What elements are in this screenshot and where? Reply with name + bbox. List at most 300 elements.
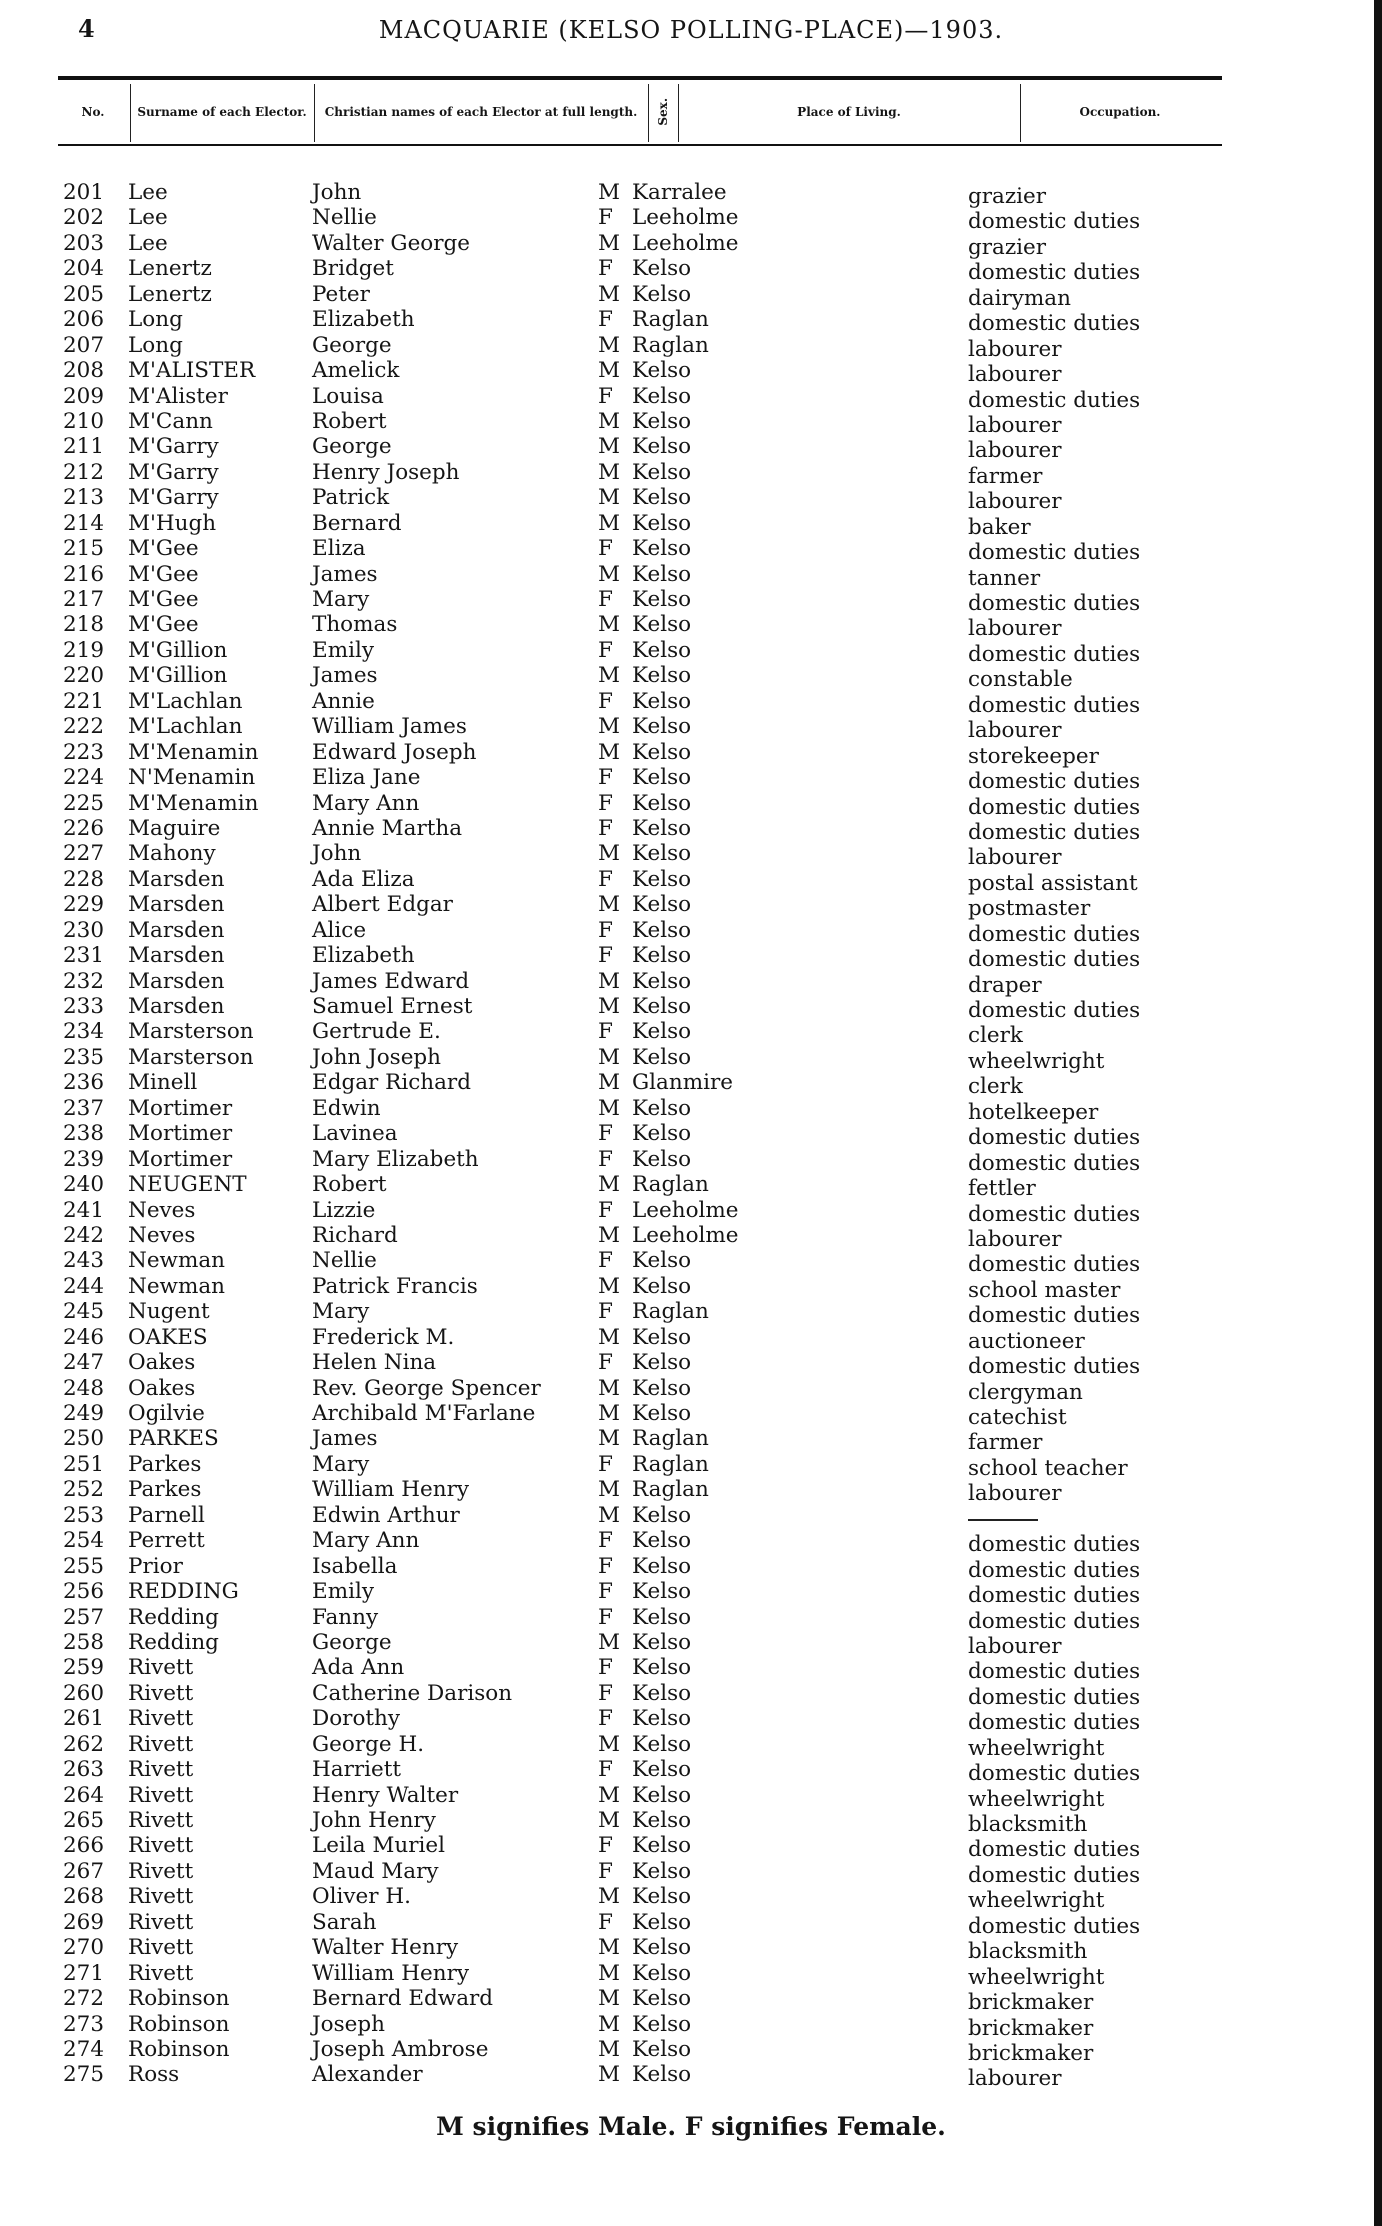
- elector-sex: F: [598, 1299, 613, 1325]
- elector-place: Kelso: [632, 1604, 692, 1630]
- elector-occupation: domestic duties: [968, 1303, 1141, 1329]
- elector-christian-names: Henry Joseph: [312, 459, 460, 485]
- table-row: [0, 510, 1382, 540]
- elector-sex: F: [598, 917, 613, 943]
- table-row: [0, 459, 1382, 489]
- elector-occupation: wheelwright: [968, 1048, 1105, 1074]
- elector-christian-names: Robert: [312, 408, 387, 434]
- elector-christian-names: Nellie: [312, 1248, 377, 1274]
- elector-christian-names: Samuel Ernest: [312, 994, 473, 1019]
- table-row: [0, 1019, 1382, 1049]
- elector-sex: F: [598, 815, 613, 841]
- elector-occupation: domestic duties: [968, 641, 1141, 667]
- elector-number: 207: [63, 332, 105, 358]
- elector-occupation: domestic duties: [968, 947, 1141, 973]
- elector-occupation: domestic duties: [968, 387, 1141, 413]
- elector-place: Kelso: [632, 1095, 692, 1121]
- elector-place: Kelso: [632, 1731, 692, 1757]
- elector-sex: F: [598, 1451, 613, 1477]
- elector-place: Kelso: [632, 536, 692, 562]
- elector-occupation: domestic duties: [968, 769, 1141, 795]
- elector-number: 245: [63, 1299, 105, 1325]
- header-occupation: Occupation.: [1079, 105, 1161, 119]
- elector-christian-names: Mary: [312, 1451, 370, 1477]
- elector-occupation: domestic duties: [968, 1608, 1141, 1634]
- table-row: [0, 256, 1382, 286]
- elector-place: Kelso: [632, 1680, 692, 1706]
- elector-occupation: catechist: [968, 1405, 1067, 1430]
- elector-occupation: postmaster: [968, 896, 1091, 922]
- elector-christian-names: Albert Edgar: [312, 892, 453, 918]
- elector-sex: F: [598, 1655, 613, 1681]
- elector-place: Kelso: [632, 434, 692, 460]
- elector-christian-names: Frederick M.: [312, 1324, 455, 1350]
- elector-occupation: labourer: [968, 845, 1062, 871]
- elector-surname: Nugent: [128, 1299, 210, 1325]
- blank-occupation-line: [968, 1519, 1038, 1521]
- elector-place: Kelso: [632, 459, 692, 485]
- elector-sex: F: [598, 688, 613, 714]
- elector-occupation: labourer: [968, 438, 1062, 464]
- elector-sex: M: [598, 459, 621, 485]
- electors-table: [0, 180, 1382, 2092]
- elector-number: 253: [63, 1502, 105, 1528]
- elector-christian-names: John Henry: [312, 1808, 436, 1833]
- table-row: [0, 536, 1382, 566]
- elector-sex: F: [598, 790, 613, 816]
- elector-sex: M: [598, 2036, 621, 2062]
- elector-surname: Parkes: [128, 1451, 202, 1477]
- elector-christian-names: Lavinea: [312, 1121, 398, 1147]
- elector-surname: M'Lachlan: [128, 688, 243, 714]
- elector-number: 272: [63, 1986, 105, 2012]
- elector-place: Kelso: [632, 968, 692, 994]
- elector-christian-names: James: [312, 1426, 378, 1452]
- elector-christian-names: Joseph Ambrose: [312, 2036, 489, 2062]
- elector-christian-names: Bernard Edward: [312, 1986, 494, 2012]
- elector-christian-names: Eliza Jane: [312, 765, 421, 791]
- header-divider: [314, 84, 315, 142]
- elector-sex: M: [598, 180, 621, 205]
- elector-sex: M: [598, 1095, 621, 1121]
- elector-sex: M: [598, 1375, 621, 1401]
- elector-surname: Ogilvie: [128, 1401, 205, 1426]
- elector-number: 202: [63, 205, 105, 231]
- elector-number: 267: [63, 1858, 105, 1884]
- elector-christian-names: Leila Muriel: [312, 1833, 446, 1859]
- header-sex-label: Sex.: [656, 98, 670, 126]
- table-row: [0, 1401, 1382, 1430]
- elector-occupation: domestic duties: [968, 1354, 1141, 1380]
- elector-place: Kelso: [632, 2036, 692, 2062]
- elector-place: Leeholme: [632, 1222, 739, 1248]
- elector-surname: M'Gee: [128, 587, 199, 612]
- elector-occupation: school teacher: [968, 1455, 1128, 1481]
- table-row: [0, 1121, 1382, 1151]
- elector-number: 226: [63, 815, 105, 841]
- table-row: [0, 917, 1382, 947]
- elector-number: 220: [63, 663, 105, 689]
- table-row: [0, 1706, 1382, 1736]
- elector-sex: M: [598, 1731, 621, 1757]
- table-row: [0, 765, 1382, 795]
- elector-surname: Redding: [128, 1629, 219, 1655]
- elector-occupation: domestic duties: [968, 1862, 1141, 1888]
- elector-surname: M'Gillion: [128, 663, 228, 689]
- elector-surname: M'Gee: [128, 561, 199, 587]
- elector-surname: Prior: [128, 1553, 183, 1579]
- elector-sex: F: [598, 1706, 613, 1732]
- elector-surname: M'Lachlan: [128, 714, 243, 740]
- elector-number: 234: [63, 1019, 105, 1045]
- table-row: [0, 968, 1382, 998]
- elector-sex: F: [598, 637, 613, 663]
- table-row: [0, 1935, 1382, 1965]
- elector-surname: M'Garry: [128, 485, 219, 511]
- elector-number: 266: [63, 1833, 105, 1859]
- table-row: [0, 383, 1382, 413]
- elector-occupation: domestic duties: [968, 692, 1141, 718]
- elector-number: 225: [63, 790, 105, 816]
- table-row: [0, 1146, 1382, 1176]
- elector-sex: M: [598, 612, 621, 638]
- elector-occupation: clergyman: [968, 1379, 1083, 1405]
- elector-surname: Rivett: [128, 1808, 194, 1833]
- elector-sex: M: [598, 1629, 621, 1655]
- elector-number: 260: [63, 1680, 105, 1706]
- elector-sex: M: [598, 358, 621, 384]
- elector-surname: Marsden: [128, 866, 225, 892]
- elector-number: 249: [63, 1401, 105, 1426]
- elector-number: 242: [63, 1222, 105, 1248]
- elector-occupation: domestic duties: [968, 1710, 1141, 1736]
- table-row: [0, 1808, 1382, 1837]
- elector-place: Kelso: [632, 688, 692, 714]
- elector-christian-names: Edward Joseph: [312, 739, 477, 765]
- elector-occupation: grazier: [968, 234, 1047, 260]
- elector-place: Kelso: [632, 1528, 692, 1554]
- elector-sex: F: [598, 205, 613, 231]
- elector-christian-names: Emily: [312, 1579, 374, 1605]
- elector-sex: M: [598, 561, 621, 587]
- elector-christian-names: Alexander: [312, 2062, 423, 2088]
- elector-occupation: wheelwright: [968, 1786, 1105, 1812]
- elector-christian-names: Mary Elizabeth: [312, 1146, 479, 1172]
- elector-christian-names: John: [312, 841, 362, 867]
- elector-surname: Lee: [128, 180, 168, 205]
- elector-surname: N'Menamin: [128, 765, 256, 791]
- elector-number: 230: [63, 917, 105, 943]
- elector-christian-names: Ada Ann: [312, 1655, 405, 1681]
- elector-occupation: labourer: [968, 1481, 1062, 1507]
- page-title: MACQUARIE (KELSO POLLING-PLACE)—1903.: [378, 16, 1004, 44]
- header-bottom-rule: [58, 144, 1222, 146]
- elector-number: 203: [63, 230, 105, 256]
- table-row: [0, 790, 1382, 820]
- elector-place: Kelso: [632, 1146, 692, 1172]
- table-row: [0, 307, 1382, 337]
- elector-number: 269: [63, 1909, 105, 1935]
- elector-occupation: domestic duties: [968, 794, 1141, 820]
- table-row: [0, 1909, 1382, 1939]
- table-row: [0, 739, 1382, 769]
- elector-surname: Rivett: [128, 1884, 194, 1910]
- table-row: [0, 1655, 1382, 1685]
- elector-surname: M'Garry: [128, 459, 219, 485]
- elector-place: Kelso: [632, 1960, 692, 1986]
- elector-sex: M: [598, 663, 621, 689]
- elector-occupation: fettler: [968, 1176, 1036, 1202]
- header-divider: [130, 84, 131, 142]
- elector-occupation: domestic duties: [968, 209, 1141, 235]
- elector-surname: Mortimer: [128, 1121, 233, 1147]
- table-row: [0, 1273, 1382, 1303]
- elector-place: Leeholme: [632, 230, 739, 256]
- table-row: [0, 1426, 1382, 1456]
- elector-occupation: labourer: [968, 1633, 1062, 1659]
- elector-surname: Marsden: [128, 943, 225, 969]
- elector-place: Kelso: [632, 1350, 692, 1376]
- elector-number: 205: [63, 281, 105, 307]
- elector-place: Kelso: [632, 510, 692, 536]
- elector-number: 274: [63, 2036, 105, 2062]
- table-row: [0, 1503, 1382, 1528]
- elector-sex: M: [598, 1935, 621, 1961]
- elector-christian-names: Mary Ann: [312, 790, 420, 816]
- elector-occupation: labourer: [968, 336, 1062, 362]
- elector-place: Kelso: [632, 1553, 692, 1579]
- elector-sex: M: [598, 1477, 621, 1503]
- elector-sex: F: [598, 1121, 613, 1147]
- elector-christian-names: William Henry: [312, 1960, 470, 1986]
- elector-christian-names: Sarah: [312, 1909, 377, 1935]
- elector-number: 244: [63, 1273, 105, 1299]
- elector-surname: Lenertz: [128, 281, 212, 307]
- elector-surname: REDDING: [128, 1579, 239, 1605]
- elector-christian-names: Elizabeth: [312, 943, 415, 969]
- elector-occupation: labourer: [968, 412, 1062, 438]
- elector-place: Kelso: [632, 1757, 692, 1783]
- elector-occupation: domestic duties: [968, 921, 1141, 947]
- elector-sex: M: [598, 230, 621, 256]
- elector-occupation: clerk: [968, 1023, 1023, 1049]
- elector-number: 265: [63, 1808, 105, 1833]
- elector-christian-names: Amelick: [312, 358, 400, 384]
- elector-number: 252: [63, 1477, 105, 1503]
- table-row: [0, 485, 1382, 515]
- table-row: [0, 1248, 1382, 1278]
- elector-surname: Marsterson: [128, 1044, 254, 1070]
- elector-christian-names: Bridget: [312, 256, 394, 282]
- elector-sex: F: [598, 1019, 613, 1045]
- elector-surname: Rivett: [128, 1680, 194, 1706]
- elector-place: Kelso: [632, 739, 692, 765]
- elector-occupation: draper: [968, 972, 1042, 998]
- elector-place: Kelso: [632, 587, 692, 612]
- elector-place: Kelso: [632, 408, 692, 434]
- elector-surname: Oakes: [128, 1350, 196, 1376]
- elector-christian-names: Mary Ann: [312, 1528, 420, 1554]
- table-row: [0, 1070, 1382, 1100]
- elector-number: 210: [63, 408, 105, 434]
- table-row: [0, 1095, 1382, 1125]
- elector-surname: Parkes: [128, 1477, 202, 1503]
- elector-surname: Mahony: [128, 841, 216, 867]
- elector-occupation: farmer: [968, 1430, 1043, 1456]
- elector-sex: F: [598, 587, 613, 612]
- elector-christian-names: Louisa: [312, 383, 384, 409]
- table-row: [0, 1324, 1382, 1354]
- elector-surname: Neves: [128, 1197, 196, 1223]
- elector-occupation: brickmaker: [968, 2040, 1094, 2066]
- elector-surname: Rivett: [128, 1655, 194, 1681]
- elector-sex: F: [598, 1757, 613, 1783]
- elector-place: Kelso: [632, 383, 692, 409]
- elector-place: Kelso: [632, 612, 692, 638]
- elector-christian-names: Mary: [312, 587, 370, 612]
- elector-christian-names: George: [312, 434, 392, 460]
- elector-number: 223: [63, 739, 105, 765]
- elector-occupation: domestic duties: [968, 1684, 1141, 1710]
- elector-number: 224: [63, 765, 105, 791]
- elector-christian-names: Edwin Arthur: [312, 1502, 460, 1528]
- elector-place: Kelso: [632, 1986, 692, 2012]
- elector-place: Raglan: [632, 307, 709, 333]
- elector-occupation: tanner: [968, 565, 1041, 591]
- table-row: [0, 587, 1382, 616]
- elector-number: 240: [63, 1172, 105, 1198]
- elector-sex: M: [598, 1986, 621, 2012]
- table-row: [0, 1172, 1382, 1202]
- elector-place: Glanmire: [632, 1070, 733, 1096]
- elector-christian-names: Patrick Francis: [312, 1273, 478, 1299]
- elector-surname: M'Menamin: [128, 739, 259, 765]
- elector-surname: Oakes: [128, 1375, 196, 1401]
- elector-place: Raglan: [632, 1299, 709, 1325]
- table-row: [0, 1757, 1382, 1787]
- elector-number: 236: [63, 1070, 105, 1096]
- elector-sex: F: [598, 1909, 613, 1935]
- elector-place: Kelso: [632, 2062, 692, 2088]
- elector-christian-names: Lizzie: [312, 1197, 376, 1223]
- elector-sex: M: [598, 2011, 621, 2037]
- elector-occupation: blacksmith: [968, 1812, 1088, 1837]
- table-row: [0, 2062, 1382, 2092]
- elector-number: 233: [63, 994, 105, 1019]
- elector-place: Kelso: [632, 1884, 692, 1910]
- elector-sex: M: [598, 1960, 621, 1986]
- table-row: [0, 841, 1382, 871]
- elector-christian-names: Nellie: [312, 205, 377, 231]
- elector-christian-names: Maud Mary: [312, 1858, 439, 1884]
- elector-christian-names: John Joseph: [312, 1044, 442, 1070]
- elector-surname: Marsden: [128, 968, 225, 994]
- elector-number: 239: [63, 1146, 105, 1172]
- table-row: [0, 943, 1382, 973]
- elector-number: 221: [63, 688, 105, 714]
- elector-sex: M: [598, 968, 621, 994]
- elector-occupation: domestic duties: [968, 311, 1141, 337]
- elector-number: 254: [63, 1528, 105, 1554]
- elector-occupation: domestic duties: [968, 591, 1141, 616]
- elector-sex: F: [598, 536, 613, 562]
- elector-place: Kelso: [632, 1808, 692, 1833]
- elector-place: Kelso: [632, 943, 692, 969]
- elector-sex: M: [598, 1324, 621, 1350]
- elector-place: Kelso: [632, 1782, 692, 1808]
- table-row: [0, 892, 1382, 922]
- elector-surname: NEUGENT: [128, 1172, 247, 1198]
- elector-occupation: farmer: [968, 463, 1043, 489]
- elector-christian-names: William James: [312, 714, 467, 740]
- elector-place: Kelso: [632, 1629, 692, 1655]
- table-row: [0, 180, 1382, 209]
- elector-surname: Long: [128, 307, 183, 333]
- elector-occupation: school master: [968, 1277, 1121, 1303]
- elector-surname: Newman: [128, 1273, 225, 1299]
- elector-sex: M: [598, 1782, 621, 1808]
- elector-number: 247: [63, 1350, 105, 1376]
- elector-sex: F: [598, 1248, 613, 1274]
- elector-place: Kelso: [632, 1401, 692, 1426]
- elector-place: Kelso: [632, 1909, 692, 1935]
- elector-place: Kelso: [632, 256, 692, 282]
- elector-sex: M: [598, 510, 621, 536]
- elector-place: Leeholme: [632, 205, 739, 231]
- elector-place: Kelso: [632, 917, 692, 943]
- elector-surname: M'Menamin: [128, 790, 259, 816]
- elector-surname: Rivett: [128, 1935, 194, 1961]
- elector-place: Kelso: [632, 281, 692, 307]
- elector-place: Leeholme: [632, 1197, 739, 1223]
- elector-occupation: domestic duties: [968, 1583, 1141, 1609]
- elector-sex: F: [598, 1528, 613, 1554]
- elector-number: 259: [63, 1655, 105, 1681]
- elector-surname: Robinson: [128, 2036, 230, 2062]
- header-place: Place of Living.: [797, 105, 901, 119]
- elector-occupation: labourer: [968, 362, 1062, 388]
- elector-christian-names: George H.: [312, 1731, 425, 1757]
- elector-occupation: domestic duties: [968, 1761, 1141, 1787]
- table-row: [0, 866, 1382, 896]
- elector-number: 268: [63, 1884, 105, 1910]
- elector-christian-names: Walter Henry: [312, 1935, 459, 1961]
- elector-number: 258: [63, 1629, 105, 1655]
- elector-number: 275: [63, 2062, 105, 2088]
- elector-surname: Parnell: [128, 1502, 205, 1528]
- table-row: [0, 714, 1382, 744]
- table-row: [0, 1299, 1382, 1329]
- elector-sex: M: [598, 332, 621, 358]
- elector-place: Raglan: [632, 1477, 709, 1503]
- table-row: [0, 815, 1382, 845]
- elector-christian-names: James: [312, 561, 378, 587]
- elector-sex: M: [598, 281, 621, 307]
- header-divider: [678, 84, 679, 142]
- elector-surname: M'Gee: [128, 536, 199, 562]
- elector-surname: Robinson: [128, 2011, 230, 2037]
- elector-surname: Perrett: [128, 1528, 205, 1554]
- elector-place: Kelso: [632, 561, 692, 587]
- elector-sex: M: [598, 714, 621, 740]
- page-number: 4: [78, 14, 95, 43]
- elector-surname: M'ALISTER: [128, 358, 256, 384]
- header-sex: [650, 82, 676, 142]
- table-row: [0, 1858, 1382, 1888]
- table-row: [0, 1451, 1382, 1481]
- elector-place: Kelso: [632, 1502, 692, 1528]
- elector-occupation: domestic duties: [968, 1201, 1141, 1227]
